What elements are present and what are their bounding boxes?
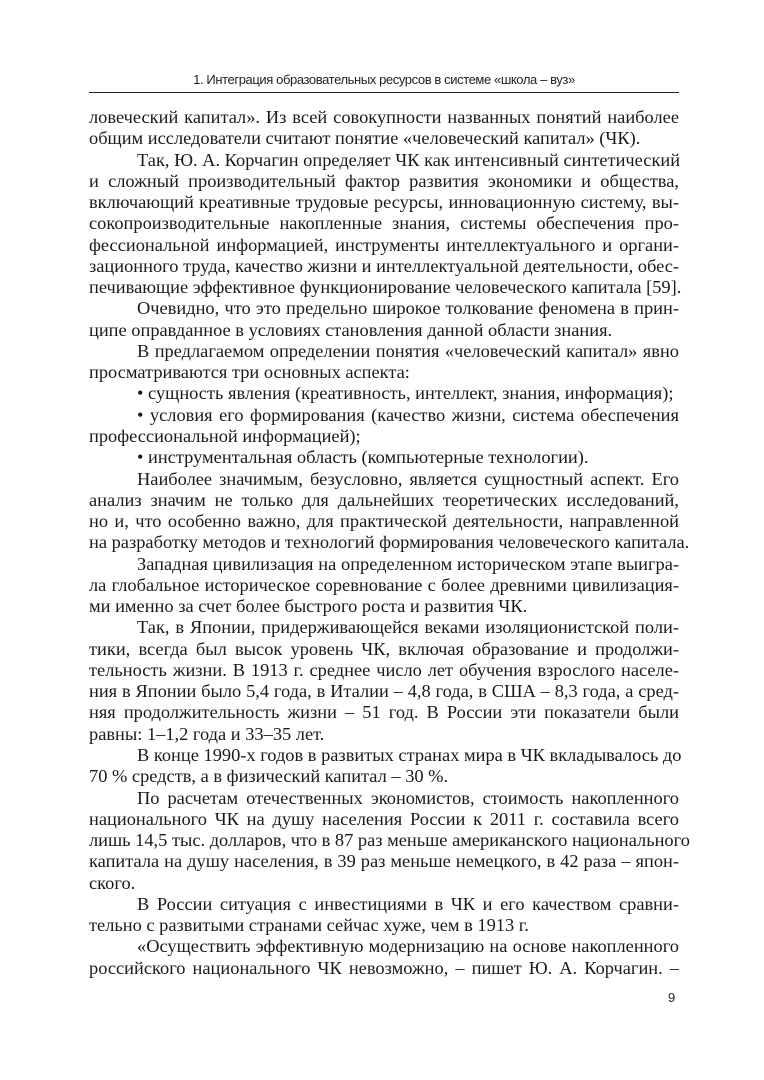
text-line: Так, Ю. А. Корчагин определяет ЧК как интенсивный синтетический: [137, 149, 681, 170]
text-line: и сложный производительный фактор развития экономики и общества,: [89, 170, 679, 191]
text-line: но и, что особенно важно, для практической деятельности, направленной: [89, 511, 679, 532]
page-body: [89, 107, 690, 979]
header-divider: [89, 92, 679, 93]
text-line: фессиональной информацией, инструменты интеллектуального и органи-: [89, 234, 679, 255]
text-line: • сущность явления (креативность, интеллект, знания, информация);: [137, 383, 674, 404]
paragraph: [89, 298, 679, 341]
text-line: ла глобальное историческое соревнование с более древними цивилизация-: [89, 574, 679, 595]
page-number: 9: [668, 990, 676, 1005]
text-line: включающий креативные трудовые ресурсы, инновационную систему, вы-: [89, 192, 679, 213]
text-line: тельно с развитыми странами сейчас хуже, чем в 1913 г.: [89, 915, 529, 936]
text-line: равны: 1–1,2 года и 33–35 лет.: [89, 723, 325, 744]
text-line: анализ значим не только для дальнейших теоретических исследований,: [89, 489, 679, 510]
paragraph: [89, 936, 679, 979]
running-header: 1. Интеграция образовательных ресурсов в системе «школа – вуз»: [193, 72, 575, 87]
text-line: тики, всегда был высок уровень ЧК, включая образование и продолжи-: [89, 638, 679, 659]
paragraph: [89, 107, 679, 150]
text-line: В конце 1990-х годов в развитых странах мира в ЧК вкладывалось до: [137, 744, 682, 765]
text-line: печивающие эффективное функционирование человеческого капитала [59].: [89, 277, 682, 298]
paragraph: [89, 787, 690, 894]
text-line: ловеческий капитал». Из всей совокупности названных понятий наиболее: [89, 107, 679, 127]
text-line: «Осуществить эффективную модернизацию на основе накопленного: [137, 936, 679, 957]
text-line: • инструментальная область (компьютерные технологии).: [137, 447, 589, 468]
text-line: сокопроизводительные накопленные знания, системы обеспечения про-: [89, 213, 679, 234]
paragraph: [89, 149, 682, 299]
text-line: Наиболее значимым, безусловно, является сущностный аспект. Его: [137, 468, 679, 489]
text-line: 70 % средств, а в физический капитал – 30 %.: [89, 766, 449, 787]
text-line: В России ситуация с инвестициями в ЧК и его качеством сравни-: [137, 893, 679, 914]
text-line: ципе оправданное в условиях становления данной области знания.: [89, 319, 613, 340]
text-line: Так, в Японии, придерживающейся веками изоляционистской поли-: [137, 617, 679, 638]
paragraph: [89, 468, 690, 554]
text-line: лишь 14,5 тыс. долларов, что в 87 раз меньше американского национального: [89, 830, 690, 851]
text-line: • условия его формирования (качество жизни, система обеспечения: [137, 404, 679, 425]
paragraph: [89, 617, 679, 745]
paragraph: [89, 894, 679, 937]
text-line: ми именно за счет более быстрого роста и развития ЧК.: [89, 596, 528, 617]
paragraph: [89, 405, 679, 448]
text-line: на разработку методов и технологий формирования человеческого капитала.: [89, 532, 690, 553]
text-line: зационного труда, качество жизни и интеллектуальной деятельности, обес-: [89, 255, 679, 276]
paragraph: [89, 341, 679, 384]
text-line: российского национального ЧК невозможно, – пишет Ю. А. Корчагин. –: [89, 957, 679, 978]
text-line: ния в Японии было 5,4 года, в Италии – 4,8 года, в США – 8,3 года, а сред-: [89, 681, 679, 702]
text-line: капитала на душу населения, в 39 раз меньше немецкого, в 42 раза – япон-: [89, 851, 679, 872]
text-line: По расчетам отечественных экономистов, стоимость накопленного: [137, 787, 679, 808]
paragraph: [89, 554, 679, 618]
text-line: национального ЧК на душу населения России к 2011 г. составила всего: [89, 808, 679, 829]
text-line: общим исследователи считают понятие «человеческий капитал» (ЧК).: [89, 128, 641, 149]
text-line: няя продолжительность жизни – 51 год. В России эти показатели были: [89, 702, 679, 723]
text-line: ского.: [89, 872, 136, 893]
paragraph: [89, 744, 682, 788]
text-line: В предлагаемом определении понятия «человеческий капитал» явно: [137, 340, 679, 361]
text-line: тельность жизни. В 1913 г. среднее число лет обучения взрослого населе-: [89, 659, 679, 680]
paragraph: [89, 447, 679, 468]
paragraph: [89, 383, 679, 404]
text-line: просматриваются три основных аспекта:: [89, 362, 410, 383]
text-line: Западная цивилизация на определенном историческом этапе выигра-: [137, 553, 679, 574]
text-line: Очевидно, что это предельно широкое толкование феномена в прин-: [137, 298, 679, 319]
text-line: профессиональной информацией);: [89, 425, 361, 446]
